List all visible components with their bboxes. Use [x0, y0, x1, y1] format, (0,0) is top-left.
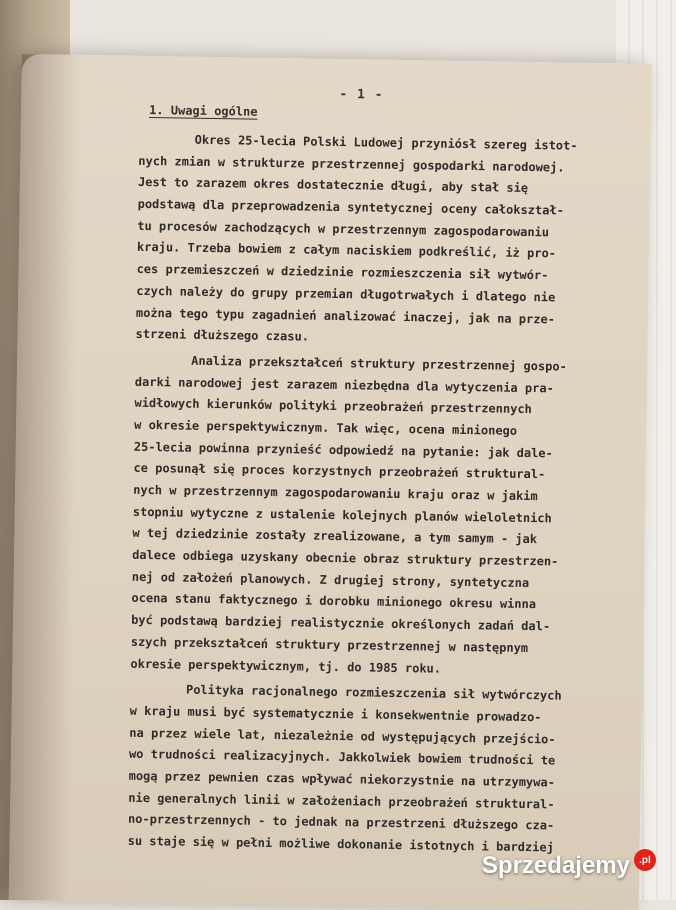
- text-line: widłowych kierunków polityki przeobrażeń przestrzennych: [134, 396, 532, 417]
- text-line: na przez wiele lat, niezależnie od występujących przejścio-: [129, 725, 556, 747]
- text-line: 25-lecia powinna przynieść odpowiedź na pytanie: jak dale-: [133, 439, 553, 461]
- text-line: w okresie perspektywicznym. Tak więc, ocena minionego: [134, 417, 518, 438]
- text-line: w kraju musi być systematycznie i konsekwentnie prowadzo-: [129, 703, 542, 725]
- text-line: okresie perspektywicznym, tj. do 1985 roku.: [130, 656, 442, 676]
- text-line: kraju. Trzeba bowiem z całym naciskiem podkreślić, iż pro-: [136, 240, 557, 261]
- text-line: nie generalnych linii w założeniach przeobrażeń struktural-: [128, 790, 555, 812]
- text-line: tu procesów zachodzących w przestrzennym zagospodarowaniu: [137, 218, 550, 240]
- text-line: nych w przestrzennym zagospodarowaniu kraju oraz w jakim: [133, 482, 538, 504]
- text-line: ces przemieszczeń w dziedzinie rozmieszczenia sił wytwór-: [136, 261, 549, 283]
- watermark-logo: [482, 852, 656, 880]
- text-line: czych należy do grupy przemian długotrwałych i dlatego nie: [136, 283, 556, 305]
- text-line: Okres 25-lecia Polski Ludowej przyniósł szereg istot-: [194, 132, 578, 153]
- text-line: Analiza przekształceń struktury przestrzennej gospo-: [191, 353, 567, 374]
- section-heading: 1. Uwagi ogólne: [149, 103, 258, 119]
- page-number: - 1 -: [339, 86, 384, 103]
- text-line: dalece odbiega uzyskany obecnie obraz struktury przestrzen-: [132, 547, 559, 569]
- text-line: nej od założeń planowych. Z drugiej strony, syntetyczna: [131, 569, 530, 590]
- body-text: [127, 129, 628, 860]
- text-line: nych zmian w strukturze przestrzennej gospodarki narodowej.: [138, 153, 565, 175]
- document-page: [9, 54, 652, 910]
- text-line: Jest to zarazem okres dostatecznie długi, aby stał się: [137, 175, 529, 196]
- text-line: wo trudności realizacyjnych. Jakkolwiek bowiem trudności te: [128, 747, 556, 768]
- text-line: ce posunął się proces korzystnych przeobrażeń struktural-: [133, 461, 546, 482]
- text-line: być podstawą bardziej realistycznie określonych zadań dal-: [131, 612, 551, 634]
- text-line: su staje się w pełni możliwe dokonanie istotnych i bardziej: [127, 833, 554, 855]
- watermark-badge: .pl: [634, 849, 656, 871]
- text-line: no-przestrzennych - to jednak na przestrzeni dłuższego cza-: [127, 812, 555, 833]
- text-line: szych przekształceń struktury przestrzennej w następnym: [130, 634, 529, 655]
- text-line: podstawą dla przeprowadzenia syntetycznej oceny całokształ-: [137, 196, 564, 218]
- text-line: Polityka racjonalnego rozmieszczenia sił wytwórczych: [185, 682, 562, 703]
- text-line: strzeni dłuższego czasu.: [135, 327, 310, 344]
- text-line: mogą przez pewnien czas wpływać niekorzystnie na utrzymywa-: [128, 768, 556, 790]
- text-line: można tego typu zagadnień analizować inaczej, jak na prze-: [135, 305, 556, 326]
- text-line: stopniu wytyczne z ustalenie kolejnych planów wieloletnich: [132, 504, 552, 526]
- text-line: darki narodowej jest zarazem niezbędna dla wytyczenia pra-: [134, 374, 554, 395]
- watermark-text: Sprzedajemy: [481, 852, 630, 879]
- page-gutter-shadow: [9, 54, 82, 901]
- text-line: w tej dziedzinie zostały zrealizowane, a tym samym - jak: [132, 526, 538, 547]
- text-line: ocena stanu faktycznego i dorobku minionego okresu winna: [131, 591, 537, 612]
